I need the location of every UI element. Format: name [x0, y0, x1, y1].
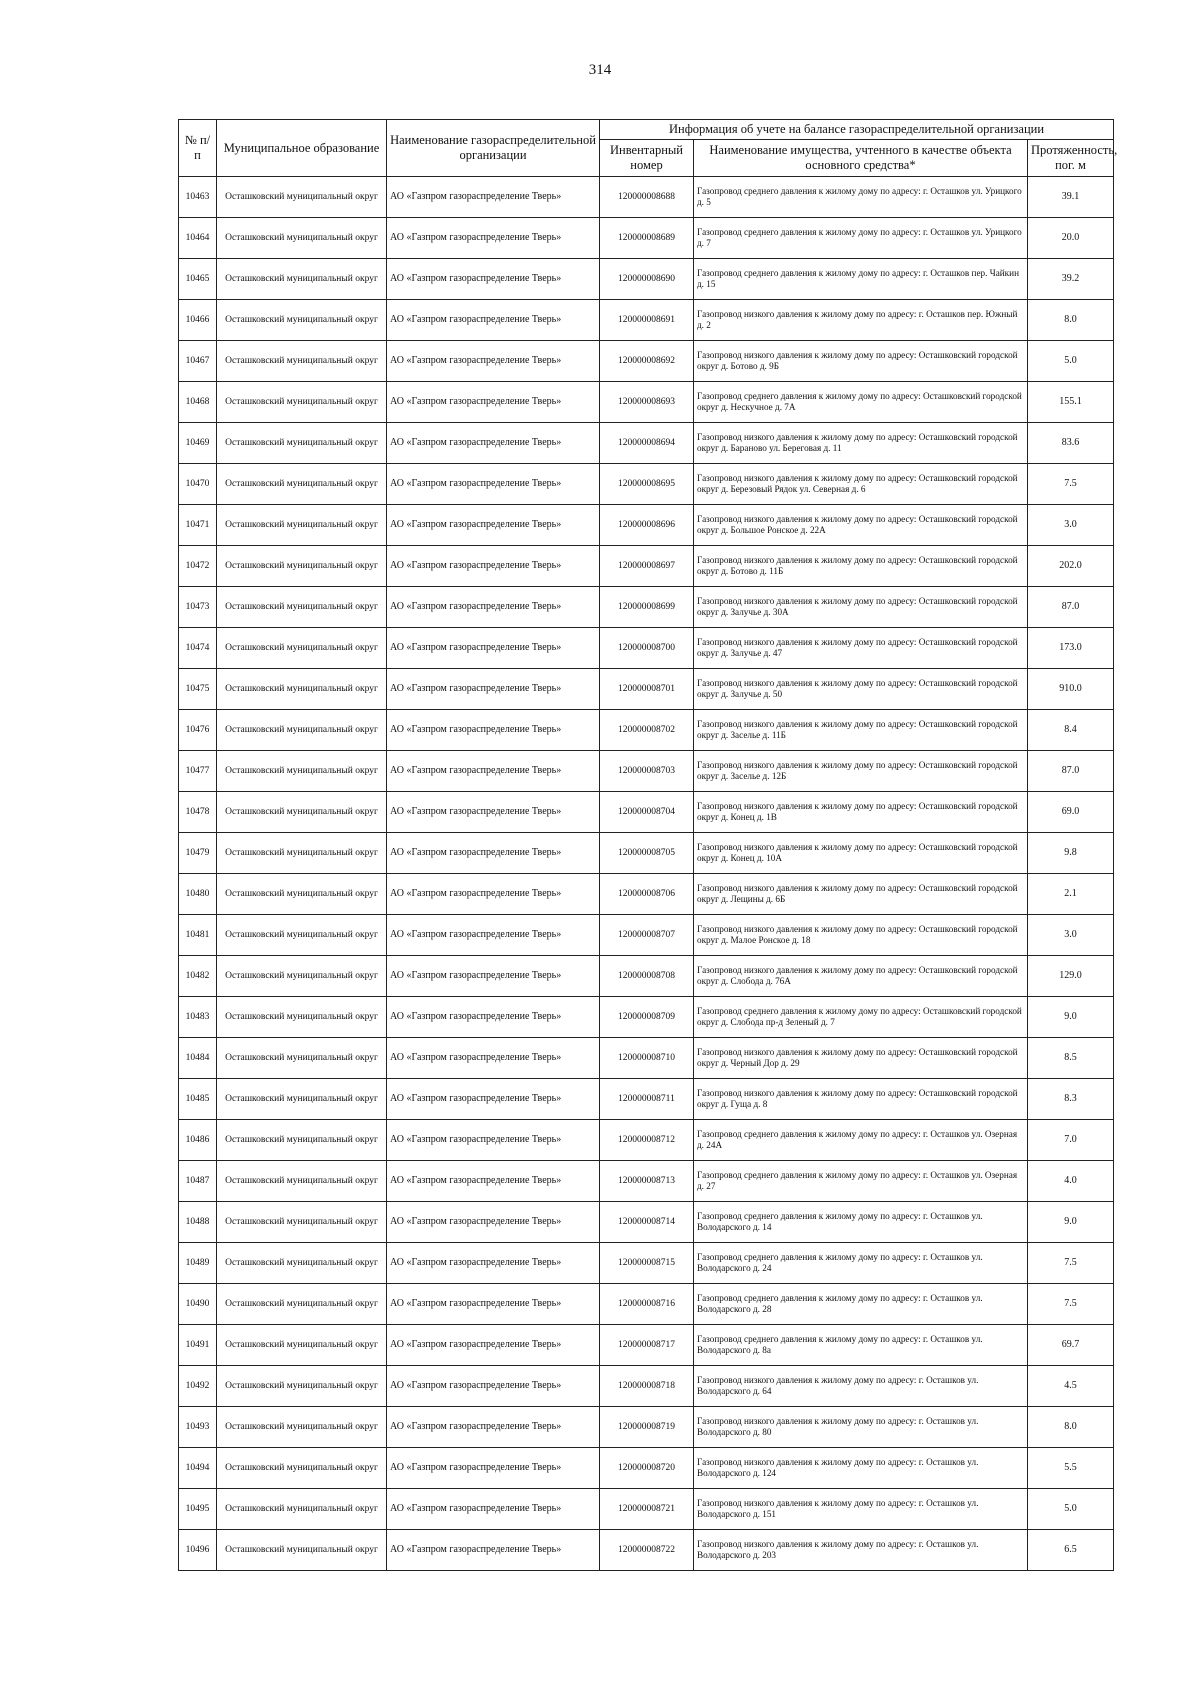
organization-cell: АО «Газпром газораспределение Тверь»: [387, 1407, 600, 1448]
inventory-number-cell: 120000008705: [600, 833, 694, 874]
organization-cell: АО «Газпром газораспределение Тверь»: [387, 259, 600, 300]
table-row: [179, 710, 1114, 751]
asset-name-cell: Газопровод низкого давления к жилому дому по адресу: Осташковский городской округ д. Ботово д. 9Б: [694, 341, 1028, 382]
organization-cell: АО «Газпром газораспределение Тверь»: [387, 628, 600, 669]
length-cell: 69.7: [1028, 1325, 1114, 1366]
length-cell: 20.0: [1028, 218, 1114, 259]
asset-name-cell: Газопровод среднего давления к жилому дому по адресу: Осташковский городской округ д. Слобода пр-д Зеленый д. 7: [694, 997, 1028, 1038]
length-cell: 9.8: [1028, 833, 1114, 874]
asset-name-cell: Газопровод среднего давления к жилому дому по адресу: г. Осташков ул. Урицкого д. 7: [694, 218, 1028, 259]
organization-cell: АО «Газпром газораспределение Тверь»: [387, 587, 600, 628]
length-cell: 7.0: [1028, 1120, 1114, 1161]
row-number: 10485: [179, 1079, 217, 1120]
inventory-number-cell: 120000008697: [600, 546, 694, 587]
row-number: 10492: [179, 1366, 217, 1407]
organization-cell: АО «Газпром газораспределение Тверь»: [387, 464, 600, 505]
length-cell: 8.0: [1028, 1407, 1114, 1448]
organization-cell: АО «Газпром газораспределение Тверь»: [387, 669, 600, 710]
length-cell: 129.0: [1028, 956, 1114, 997]
asset-name-cell: Газопровод низкого давления к жилому дому по адресу: Осташковский городской округ д. Заселье д. 11Б: [694, 710, 1028, 751]
length-cell: 83.6: [1028, 423, 1114, 464]
organization-cell: АО «Газпром газораспределение Тверь»: [387, 792, 600, 833]
organization-cell: АО «Газпром газораспределение Тверь»: [387, 546, 600, 587]
inventory-number-cell: 120000008691: [600, 300, 694, 341]
inventory-number-cell: 120000008708: [600, 956, 694, 997]
municipality-cell: Осташковский муниципальный округ: [217, 1202, 387, 1243]
header-balance-group: Информация об учете на балансе газораспределительной организации: [600, 120, 1114, 140]
organization-cell: АО «Газпром газораспределение Тверь»: [387, 1530, 600, 1571]
inventory-number-cell: 120000008722: [600, 1530, 694, 1571]
inventory-number-cell: 120000008695: [600, 464, 694, 505]
municipality-cell: Осташковский муниципальный округ: [217, 997, 387, 1038]
inventory-number-cell: 120000008700: [600, 628, 694, 669]
asset-name-cell: Газопровод низкого давления к жилому дому по адресу: Осташковский городской округ д. Бараново ул. Береговая д. 11: [694, 423, 1028, 464]
organization-cell: АО «Газпром газораспределение Тверь»: [387, 1038, 600, 1079]
inventory-number-cell: 120000008721: [600, 1489, 694, 1530]
length-cell: 5.0: [1028, 341, 1114, 382]
organization-cell: АО «Газпром газораспределение Тверь»: [387, 751, 600, 792]
table-row: [179, 833, 1114, 874]
municipality-cell: Осташковский муниципальный округ: [217, 1120, 387, 1161]
asset-name-cell: Газопровод низкого давления к жилому дому по адресу: Осташковский городской округ д. Конец д. 1В: [694, 792, 1028, 833]
organization-cell: АО «Газпром газораспределение Тверь»: [387, 956, 600, 997]
municipality-cell: Осташковский муниципальный округ: [217, 341, 387, 382]
length-cell: 9.0: [1028, 997, 1114, 1038]
municipality-cell: Осташковский муниципальный округ: [217, 382, 387, 423]
row-number: 10495: [179, 1489, 217, 1530]
asset-name-cell: Газопровод низкого давления к жилому дому по адресу: Осташковский городской округ д. Черный Дор д. 29: [694, 1038, 1028, 1079]
length-cell: 7.5: [1028, 1243, 1114, 1284]
asset-name-cell: Газопровод среднего давления к жилому дому по адресу: г. Осташков ул. Володарского д. 14: [694, 1202, 1028, 1243]
table-row: [179, 423, 1114, 464]
row-number: 10471: [179, 505, 217, 546]
length-cell: 5.0: [1028, 1489, 1114, 1530]
table-row: [179, 259, 1114, 300]
table-row: [179, 341, 1114, 382]
table-row: [179, 997, 1114, 1038]
length-cell: 4.5: [1028, 1366, 1114, 1407]
inventory-number-cell: 120000008710: [600, 1038, 694, 1079]
table-row: [179, 1448, 1114, 1489]
municipality-cell: Осташковский муниципальный округ: [217, 464, 387, 505]
inventory-number-cell: 120000008712: [600, 1120, 694, 1161]
table-row: [179, 1079, 1114, 1120]
asset-name-cell: Газопровод низкого давления к жилому дому по адресу: Осташковский городской округ д. Березовый Рядок ул. Северная д. 6: [694, 464, 1028, 505]
table-row: [179, 1530, 1114, 1571]
asset-name-cell: Газопровод низкого давления к жилому дому по адресу: г. Осташков пер. Южный д. 2: [694, 300, 1028, 341]
row-number: 10483: [179, 997, 217, 1038]
asset-name-cell: Газопровод низкого давления к жилому дому по адресу: г. Осташков ул. Володарского д. 80: [694, 1407, 1028, 1448]
asset-name-cell: Газопровод среднего давления к жилому дому по адресу: г. Осташков ул. Володарского д. 24: [694, 1243, 1028, 1284]
length-cell: 87.0: [1028, 587, 1114, 628]
municipality-cell: Осташковский муниципальный округ: [217, 1038, 387, 1079]
inventory-number-cell: 120000008701: [600, 669, 694, 710]
row-number: 10465: [179, 259, 217, 300]
municipality-cell: Осташковский муниципальный округ: [217, 874, 387, 915]
header-municipality: Муниципальное образование: [217, 120, 387, 177]
header-inventory-number: Инвентарный номер: [600, 140, 694, 177]
inventory-number-cell: 120000008689: [600, 218, 694, 259]
length-cell: 7.5: [1028, 464, 1114, 505]
asset-name-cell: Газопровод низкого давления к жилому дому по адресу: г. Осташков ул. Володарского д. 64: [694, 1366, 1028, 1407]
table-row: [179, 751, 1114, 792]
asset-name-cell: Газопровод среднего давления к жилому дому по адресу: г. Осташков пер. Чайкин д. 15: [694, 259, 1028, 300]
organization-cell: АО «Газпром газораспределение Тверь»: [387, 1489, 600, 1530]
asset-name-cell: Газопровод среднего давления к жилому дому по адресу: г. Осташков ул. Урицкого д. 5: [694, 177, 1028, 218]
municipality-cell: Осташковский муниципальный округ: [217, 1407, 387, 1448]
length-cell: 39.1: [1028, 177, 1114, 218]
table-row: [179, 792, 1114, 833]
row-number: 10489: [179, 1243, 217, 1284]
organization-cell: АО «Газпром газораспределение Тверь»: [387, 1366, 600, 1407]
municipality-cell: Осташковский муниципальный округ: [217, 792, 387, 833]
length-cell: 39.2: [1028, 259, 1114, 300]
inventory-number-cell: 120000008702: [600, 710, 694, 751]
inventory-number-cell: 120000008693: [600, 382, 694, 423]
length-cell: 173.0: [1028, 628, 1114, 669]
asset-name-cell: Газопровод низкого давления к жилому дому по адресу: Осташковский городской округ д. Залучье д. 47: [694, 628, 1028, 669]
organization-cell: АО «Газпром газораспределение Тверь»: [387, 710, 600, 751]
inventory-number-cell: 120000008715: [600, 1243, 694, 1284]
row-number: 10466: [179, 300, 217, 341]
municipality-cell: Осташковский муниципальный округ: [217, 423, 387, 464]
municipality-cell: Осташковский муниципальный округ: [217, 915, 387, 956]
row-number: 10467: [179, 341, 217, 382]
length-cell: 8.3: [1028, 1079, 1114, 1120]
asset-name-cell: Газопровод низкого давления к жилому дому по адресу: г. Осташков ул. Володарского д. 151: [694, 1489, 1028, 1530]
municipality-cell: Осташковский муниципальный округ: [217, 710, 387, 751]
length-cell: 155.1: [1028, 382, 1114, 423]
row-number: 10484: [179, 1038, 217, 1079]
inventory-number-cell: 120000008706: [600, 874, 694, 915]
inventory-number-cell: 120000008714: [600, 1202, 694, 1243]
table-row: [179, 382, 1114, 423]
organization-cell: АО «Газпром газораспределение Тверь»: [387, 1161, 600, 1202]
table-row: [179, 505, 1114, 546]
municipality-cell: Осташковский муниципальный округ: [217, 1243, 387, 1284]
table-row: [179, 956, 1114, 997]
organization-cell: АО «Газпром газораспределение Тверь»: [387, 1120, 600, 1161]
table-row: [179, 1038, 1114, 1079]
inventory-number-cell: 120000008716: [600, 1284, 694, 1325]
asset-name-cell: Газопровод низкого давления к жилому дому по адресу: Осташковский городской округ д. Заселье д. 12Б: [694, 751, 1028, 792]
row-number: 10480: [179, 874, 217, 915]
organization-cell: АО «Газпром газораспределение Тверь»: [387, 915, 600, 956]
municipality-cell: Осташковский муниципальный округ: [217, 1161, 387, 1202]
inventory-number-cell: 120000008711: [600, 1079, 694, 1120]
gas-pipeline-registry-table: [178, 119, 1118, 1571]
asset-name-cell: Газопровод среднего давления к жилому дому по адресу: г. Осташков ул. Володарского д. 8а: [694, 1325, 1028, 1366]
asset-name-cell: Газопровод низкого давления к жилому дому по адресу: Осташковский городской округ д. Малое Ронское д. 18: [694, 915, 1028, 956]
table-row: [179, 546, 1114, 587]
table-row: [179, 915, 1114, 956]
municipality-cell: Осташковский муниципальный округ: [217, 505, 387, 546]
asset-name-cell: Газопровод низкого давления к жилому дому по адресу: Осташковский городской округ д. Залучье д. 30А: [694, 587, 1028, 628]
inventory-number-cell: 120000008719: [600, 1407, 694, 1448]
inventory-number-cell: 120000008704: [600, 792, 694, 833]
length-cell: 7.5: [1028, 1284, 1114, 1325]
table-row: [179, 300, 1114, 341]
inventory-number-cell: 120000008692: [600, 341, 694, 382]
table-header: [179, 120, 1118, 177]
asset-name-cell: Газопровод низкого давления к жилому дому по адресу: Осташковский городской округ д. Большое Ронское д. 22А: [694, 505, 1028, 546]
row-number: 10470: [179, 464, 217, 505]
row-number: 10493: [179, 1407, 217, 1448]
municipality-cell: Осташковский муниципальный округ: [217, 218, 387, 259]
row-number: 10463: [179, 177, 217, 218]
table-row: [179, 1325, 1114, 1366]
asset-name-cell: Газопровод низкого давления к жилому дому по адресу: г. Осташков ул. Володарского д. 124: [694, 1448, 1028, 1489]
table-row: [179, 1489, 1114, 1530]
row-number: 10481: [179, 915, 217, 956]
organization-cell: АО «Газпром газораспределение Тверь»: [387, 1325, 600, 1366]
organization-cell: АО «Газпром газораспределение Тверь»: [387, 874, 600, 915]
asset-name-cell: Газопровод среднего давления к жилому дому по адресу: г. Осташков ул. Озерная д. 24А: [694, 1120, 1028, 1161]
header-num: № п/п: [179, 120, 217, 177]
table-row: [179, 1161, 1114, 1202]
inventory-number-cell: 120000008696: [600, 505, 694, 546]
organization-cell: АО «Газпром газораспределение Тверь»: [387, 423, 600, 464]
municipality-cell: Осташковский муниципальный округ: [217, 751, 387, 792]
municipality-cell: Осташковский муниципальный округ: [217, 956, 387, 997]
row-number: 10482: [179, 956, 217, 997]
inventory-number-cell: 120000008718: [600, 1366, 694, 1407]
inventory-number-cell: 120000008713: [600, 1161, 694, 1202]
table-row: [179, 1366, 1114, 1407]
inventory-number-cell: 120000008703: [600, 751, 694, 792]
length-cell: 8.4: [1028, 710, 1114, 751]
table-row: [179, 218, 1114, 259]
municipality-cell: Осташковский муниципальный округ: [217, 1530, 387, 1571]
asset-name-cell: Газопровод низкого давления к жилому дому по адресу: Осташковский городской округ д. Конец д. 10А: [694, 833, 1028, 874]
row-number: 10474: [179, 628, 217, 669]
inventory-number-cell: 120000008690: [600, 259, 694, 300]
table-row: [179, 1120, 1114, 1161]
row-number: 10469: [179, 423, 217, 464]
municipality-cell: Осташковский муниципальный округ: [217, 300, 387, 341]
inventory-number-cell: 120000008709: [600, 997, 694, 1038]
row-number: 10477: [179, 751, 217, 792]
asset-name-cell: Газопровод низкого давления к жилому дому по адресу: Осташковский городской округ д. Гуща д. 8: [694, 1079, 1028, 1120]
table-row: [179, 1202, 1114, 1243]
municipality-cell: Осташковский муниципальный округ: [217, 1284, 387, 1325]
row-number: 10494: [179, 1448, 217, 1489]
asset-name-cell: Газопровод низкого давления к жилому дому по адресу: Осташковский городской округ д. Лещины д. 6Б: [694, 874, 1028, 915]
header-asset-name: Наименование имущества, учтенного в качестве объекта основного средства*: [694, 140, 1028, 177]
inventory-number-cell: 120000008720: [600, 1448, 694, 1489]
asset-name-cell: Газопровод низкого давления к жилому дому по адресу: Осташковский городской округ д. Слобода д. 76А: [694, 956, 1028, 997]
row-number: 10468: [179, 382, 217, 423]
municipality-cell: Осташковский муниципальный округ: [217, 833, 387, 874]
table-row: [179, 177, 1114, 218]
municipality-cell: Осташковский муниципальный округ: [217, 259, 387, 300]
inventory-number-cell: 120000008694: [600, 423, 694, 464]
length-cell: 2.1: [1028, 874, 1114, 915]
row-number: 10473: [179, 587, 217, 628]
inventory-number-cell: 120000008707: [600, 915, 694, 956]
municipality-cell: Осташковский муниципальный округ: [217, 587, 387, 628]
row-number: 10488: [179, 1202, 217, 1243]
length-cell: 3.0: [1028, 915, 1114, 956]
organization-cell: АО «Газпром газораспределение Тверь»: [387, 505, 600, 546]
length-cell: 87.0: [1028, 751, 1114, 792]
organization-cell: АО «Газпром газораспределение Тверь»: [387, 1448, 600, 1489]
organization-cell: АО «Газпром газораспределение Тверь»: [387, 997, 600, 1038]
municipality-cell: Осташковский муниципальный округ: [217, 669, 387, 710]
length-cell: 8.5: [1028, 1038, 1114, 1079]
table-body: [179, 177, 1114, 1571]
length-cell: 69.0: [1028, 792, 1114, 833]
organization-cell: АО «Газпром газораспределение Тверь»: [387, 300, 600, 341]
row-number: 10478: [179, 792, 217, 833]
table-row: [179, 464, 1114, 505]
asset-name-cell: Газопровод среднего давления к жилому дому по адресу: г. Осташков ул. Озерная д. 27: [694, 1161, 1028, 1202]
municipality-cell: Осташковский муниципальный округ: [217, 1448, 387, 1489]
table-row: [179, 587, 1114, 628]
table-row: [179, 874, 1114, 915]
organization-cell: АО «Газпром газораспределение Тверь»: [387, 1284, 600, 1325]
table-row: [179, 628, 1114, 669]
row-number: 10472: [179, 546, 217, 587]
asset-name-cell: Газопровод низкого давления к жилому дому по адресу: Осташковский городской округ д. Залучье д. 50: [694, 669, 1028, 710]
row-number: 10491: [179, 1325, 217, 1366]
asset-name-cell: Газопровод среднего давления к жилому дому по адресу: Осташковский городской округ д. Нескучное д. 7А: [694, 382, 1028, 423]
organization-cell: АО «Газпром газораспределение Тверь»: [387, 833, 600, 874]
length-cell: 5.5: [1028, 1448, 1114, 1489]
row-number: 10464: [179, 218, 217, 259]
row-number: 10476: [179, 710, 217, 751]
organization-cell: АО «Газпром газораспределение Тверь»: [387, 1243, 600, 1284]
inventory-number-cell: 120000008688: [600, 177, 694, 218]
organization-cell: АО «Газпром газораспределение Тверь»: [387, 1202, 600, 1243]
row-number: 10487: [179, 1161, 217, 1202]
municipality-cell: Осташковский муниципальный округ: [217, 1489, 387, 1530]
municipality-cell: Осташковский муниципальный округ: [217, 546, 387, 587]
municipality-cell: Осташковский муниципальный округ: [217, 1366, 387, 1407]
organization-cell: АО «Газпром газораспределение Тверь»: [387, 382, 600, 423]
length-cell: 6.5: [1028, 1530, 1114, 1571]
organization-cell: АО «Газпром газораспределение Тверь»: [387, 218, 600, 259]
inventory-number-cell: 120000008717: [600, 1325, 694, 1366]
row-number: 10475: [179, 669, 217, 710]
municipality-cell: Осташковский муниципальный округ: [217, 177, 387, 218]
length-cell: 9.0: [1028, 1202, 1114, 1243]
header-length: Протяженность, пог. м: [1028, 140, 1114, 177]
asset-name-cell: Газопровод низкого давления к жилому дому по адресу: г. Осташков ул. Володарского д. 203: [694, 1530, 1028, 1571]
length-cell: 3.0: [1028, 505, 1114, 546]
length-cell: 910.0: [1028, 669, 1114, 710]
header-organization: Наименование газораспределительной организации: [387, 120, 600, 177]
table-row: [179, 1407, 1114, 1448]
organization-cell: АО «Газпром газораспределение Тверь»: [387, 1079, 600, 1120]
table-row: [179, 669, 1114, 710]
municipality-cell: Осташковский муниципальный округ: [217, 1079, 387, 1120]
row-number: 10479: [179, 833, 217, 874]
row-number: 10486: [179, 1120, 217, 1161]
asset-name-cell: Газопровод низкого давления к жилому дому по адресу: Осташковский городской округ д. Ботово д. 11Б: [694, 546, 1028, 587]
asset-name-cell: Газопровод среднего давления к жилому дому по адресу: г. Осташков ул. Володарского д. 28: [694, 1284, 1028, 1325]
page-number: 314: [588, 62, 612, 78]
organization-cell: АО «Газпром газораспределение Тверь»: [387, 341, 600, 382]
length-cell: 8.0: [1028, 300, 1114, 341]
municipality-cell: Осташковский муниципальный округ: [217, 1325, 387, 1366]
row-number: 10496: [179, 1530, 217, 1571]
organization-cell: АО «Газпром газораспределение Тверь»: [387, 177, 600, 218]
inventory-number-cell: 120000008699: [600, 587, 694, 628]
table-row: [179, 1243, 1114, 1284]
municipality-cell: Осташковский муниципальный округ: [217, 628, 387, 669]
table-row: [179, 1284, 1114, 1325]
row-number: 10490: [179, 1284, 217, 1325]
length-cell: 202.0: [1028, 546, 1114, 587]
length-cell: 4.0: [1028, 1161, 1114, 1202]
